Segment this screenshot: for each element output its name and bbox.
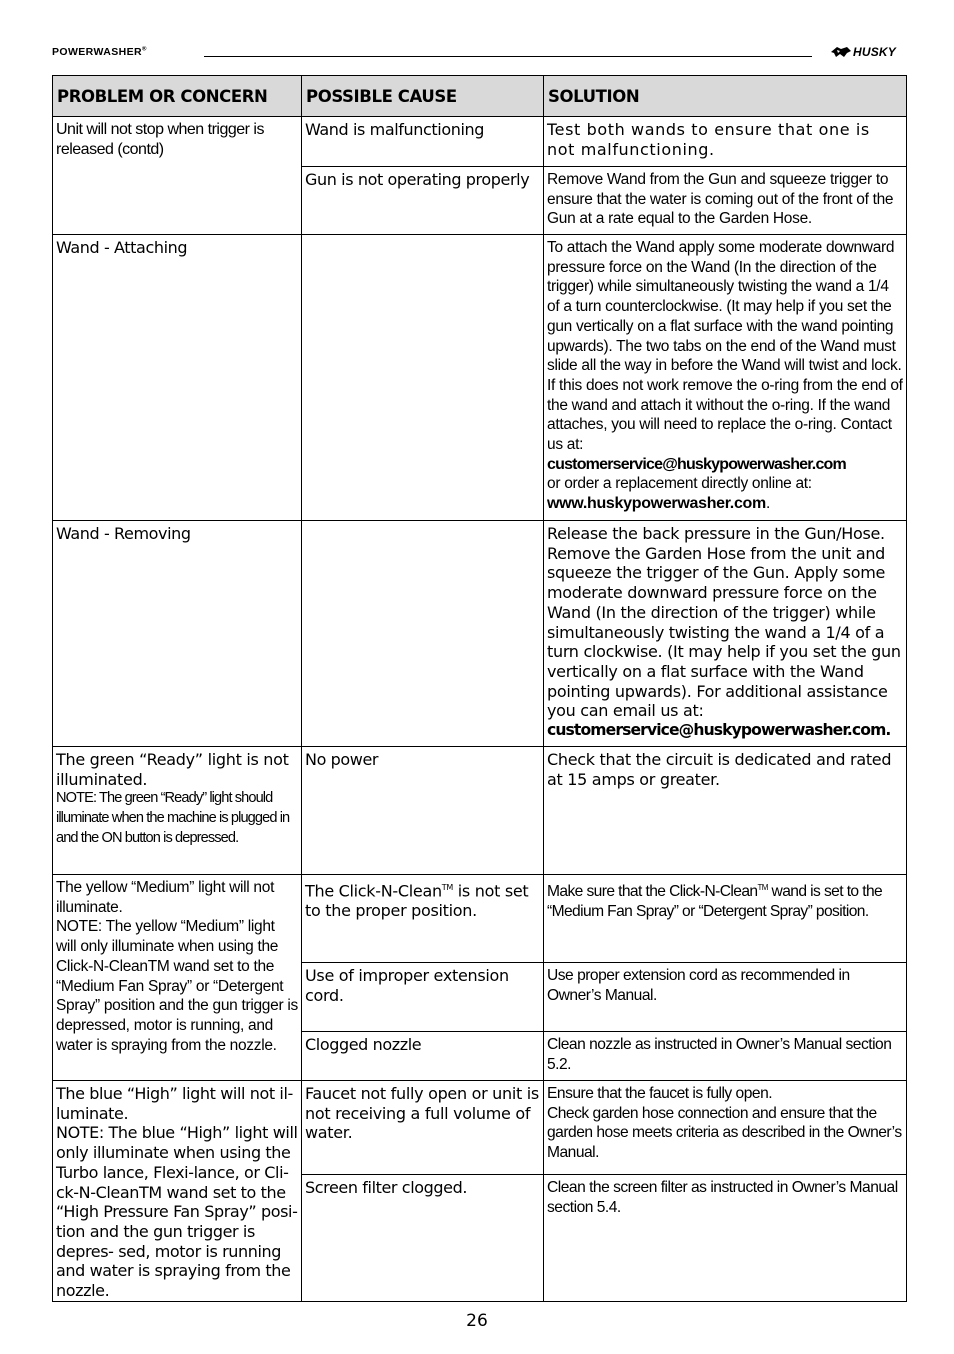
cause-cell — [302, 521, 544, 747]
problem-cell: Unit will not stop when trigger is released (contd) — [53, 117, 302, 235]
problem-text: The yellow “Medium” light will not illuminate. — [56, 879, 275, 916]
solution-text: . — [765, 495, 770, 513]
column-header-problem: PROBLEM OR CONCERN — [53, 76, 302, 117]
table-row — [53, 875, 907, 963]
problem-cell — [53, 1081, 302, 1302]
problem-cell: Wand - Removing — [53, 521, 302, 747]
solution-cell — [544, 235, 907, 521]
solution-cell — [544, 521, 907, 747]
trademark-mark: TM — [757, 883, 768, 892]
table-row — [53, 235, 907, 521]
solution-cell: Clean nozzle as instructed in Owner’s Manual section 5.2. — [544, 1032, 907, 1081]
email-link[interactable]: customerservice@huskypowerwasher.com — [547, 455, 846, 473]
solution-text: Ensure that the faucet is fully open. — [547, 1085, 773, 1102]
email-link[interactable]: customerservice@huskypowerwasher.com. — [547, 721, 891, 740]
problem-text: The blue “High” light will not il- luminate. — [56, 1084, 293, 1123]
cause-cell — [302, 235, 544, 521]
cause-cell: Use of improper extension cord. — [302, 963, 544, 1032]
solution-cell — [544, 1081, 907, 1175]
table-row — [53, 747, 907, 875]
cause-cell: Gun is not operating properly — [302, 167, 544, 235]
solution-cell: Use proper extension cord as recommended in Owner’s Manual. — [544, 963, 907, 1032]
problem-cell — [53, 875, 302, 1081]
table-header-row — [53, 76, 907, 117]
table-row — [53, 117, 907, 167]
solution-cell: Check that the circuit is dedicated and rated at 15 amps or greater. — [544, 747, 907, 875]
problem-note: NOTE: The blue “High” light will only illuminate when using the Turbo lance, Flexi-lance, or Cli- ck-N-CleanTM wand set to the “High Pressure Fan Spray” posi- tion and the gun trigger is depres- sed, motor is running and water is spraying from the nozzle. — [56, 1123, 298, 1301]
registered-mark: ® — [141, 46, 147, 53]
page-number: 26 — [466, 1311, 488, 1331]
cause-cell: Wand is malfunctioning — [302, 117, 544, 167]
cause-text: is not set to the proper position. — [305, 881, 529, 921]
cause-cell: Faucet not fully open or unit is not receiving a full volume of water. — [302, 1081, 544, 1175]
husky-logo — [830, 44, 896, 60]
solution-text: or order a replacement directly online at: — [547, 475, 812, 493]
solution-text: Remove the Garden Hose from the unit and squeeze the trigger of the Gun. Apply some moderate downward pressure force on the Wand (In the direction of the trigger) while simultaneously twisting the wand a 1/4 of a turn clockwise. (It may help if you set the gun vertically on a flat surface with the Wand pointing upwards). For additional assistance you can email us at: — [547, 543, 901, 721]
solution-cell: Remove Wand from the Gun and squeeze trigger to ensure that the water is coming out of the front of the Gun at a rate equal to the Garden Hose. — [544, 167, 907, 235]
cause-text: The Click-N-Clean — [305, 881, 442, 901]
table-row — [53, 1081, 907, 1175]
website-link[interactable]: www.huskypowerwasher.com — [547, 495, 766, 513]
brand-title — [52, 46, 147, 58]
column-header-solution: SOLUTION — [544, 76, 907, 117]
solution-text: wand is set to the “Medium Fan Spray” or “Detergent Spray” position. — [547, 883, 883, 920]
solution-text: Make sure that the Click-N-Clean — [547, 883, 758, 901]
column-header-cause: POSSIBLE CAUSE — [302, 76, 544, 117]
solution-cell: Test both wands to ensure that one is not malfunctioning. — [544, 117, 907, 167]
header-rule — [204, 56, 812, 57]
brand-text: POWERWASHER — [52, 46, 142, 58]
troubleshooting-table — [52, 75, 907, 1302]
solution-text: Check garden hose connection and ensure that the garden hose meets criteria as described in the Owner’s Manual. — [547, 1104, 902, 1162]
problem-note: NOTE: The green “Ready” light should illuminate when the machine is plugged in and the ON button is depressed. — [56, 790, 290, 846]
problem-text: The green “Ready” light is not illuminated. — [56, 750, 289, 789]
cause-cell: No power — [302, 747, 544, 875]
logo-wordmark: HUSKY — [852, 45, 896, 59]
solution-cell — [544, 875, 907, 963]
solution-text: To attach the Wand apply some moderate downward pressure force on the Wand (In the direction of the trigger) while simultaneously twisting the wand a 1/4 of a turn counterclockwise. (It may help if you set the gun vertically on a flat surface with the wand pointing upwards). The two tabs on the end of the Wand must slide all the way in before the Wand will twist and lock. If this does not work remove the o-ring from the end of the wand and attach it without the o-ring. If the wand attaches, you will need to replace the o-ring. Contact us at: — [547, 239, 903, 454]
cause-cell: Clogged nozzle — [302, 1032, 544, 1081]
cause-cell — [302, 875, 544, 963]
problem-note: NOTE: The yellow “Medium” light will only illuminate when using the Click-N-CleanTM wand set to the “Medium Fan Spray” or “Detergent Spray” position and the gun trigger is depressed, motor is running, and water is spraying from the nozzle. — [56, 918, 298, 1054]
trademark-mark: TM — [441, 883, 453, 892]
cause-cell: Screen filter clogged. — [302, 1175, 544, 1301]
problem-cell — [53, 747, 302, 875]
solution-cell: Clean the screen filter as instructed in Owner’s Manual section 5.4. — [544, 1175, 907, 1301]
husky-dog-icon — [830, 45, 852, 59]
problem-cell: Wand - Attaching — [53, 235, 302, 521]
solution-text: Release the back pressure in the Gun/Hose. — [547, 524, 885, 543]
page-header — [52, 42, 904, 62]
table-row — [53, 521, 907, 747]
